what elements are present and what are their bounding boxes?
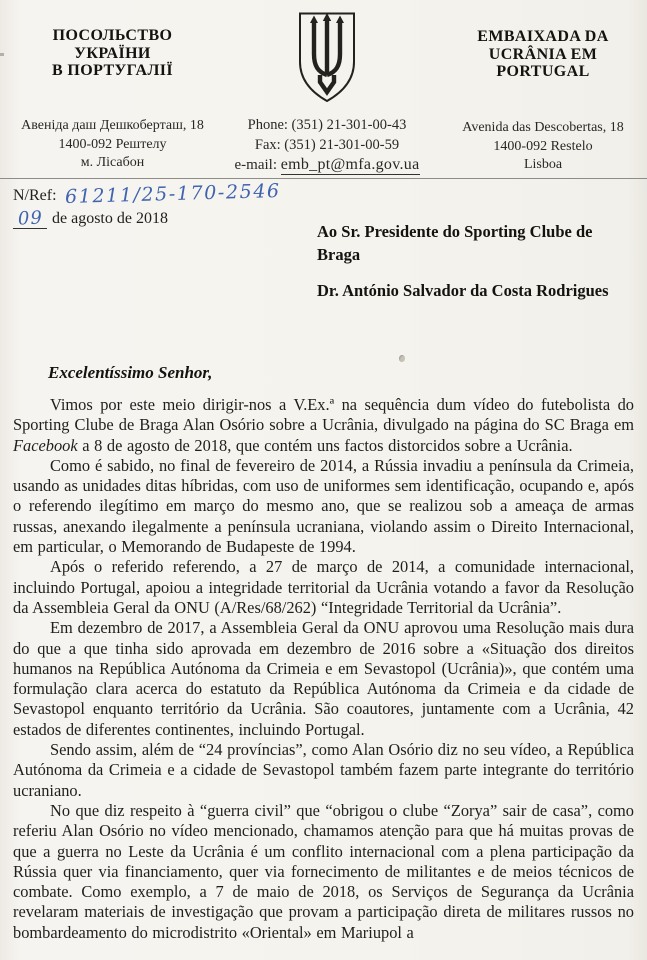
header-divider-line (0, 178, 647, 179)
embassy-name-portuguese-line: PORTUGAL (496, 63, 590, 80)
body-paragraph-2: Como é sabido, no final de fevereiro de 2014, a Rússia invadiu a península da Crimeia, usando as unidades ditas híbridas, com uso de uniformes sem identificação, ocupando e, após o referendo ilegítimo em março do mesmo ano, que se realizou sob a ameaça de armas russas, anexando ilegalmente a península ucraniana, violando assim o Direito Internacional, em particular, o Memorando de Budapeste de 1994. (13, 455, 634, 557)
letter-body (13, 395, 634, 943)
ukraine-trident-icon (296, 11, 358, 105)
body-paragraph-4: Em dezembro de 2017, a Assembleia Geral da ONU aprovou uma Resolução mais dura do que a que tinha sido aprovada em dezembro de 2016 sobre a «Situação dos direitos humanos na República Autónoma da Crimeia e em Sevastopol (Ucrânia)», que contém uma formulação clara acerca do estatuto da República Autónoma da Crimeia e da cidade de Sevastopol enquanto território da Ucrânia. São coautores, juntamente com a Ucrânia, 42 estados de diferentes continentes, incluindo Portugal. (13, 618, 634, 739)
address-line: м. Лісабон (80, 155, 145, 170)
address-line: 1400-092 Restelo (493, 138, 593, 154)
embassy-name-portuguese-line: EMBAIXADA DA (477, 28, 609, 45)
embassy-name-portuguese (443, 28, 643, 81)
contact-fax: Fax: (351) 21-301-00-59 (254, 136, 400, 153)
embassy-address-portuguese (443, 119, 643, 175)
contact-email-line (227, 155, 427, 176)
body-paragraph-1 (13, 395, 634, 456)
embassy-name-ukrainian-line: УКРАЇНИ (74, 44, 151, 62)
reference-label: N/Ref: (13, 187, 57, 204)
embassy-address-ukrainian (5, 117, 220, 173)
contact-block (227, 116, 427, 176)
address-line: Авеніда даш Дешкоберташ, 18 (21, 118, 204, 133)
salutation: Excelentíssimo Senhor, (48, 363, 213, 382)
contact-email: emb_pt@mfa.gov.ua (280, 156, 420, 173)
paragraph-text: Vimos por este meio dirigir-nos a V.Ex.ª na sequência dum vídeo do futebolista do Sporting Clube de Braga Alan Osório sobre a Ucrânia, divulgado na página do SC Braga em (13, 395, 634, 435)
embassy-name-ukrainian-line: ПОСОЛЬСТВО (52, 27, 173, 44)
date-day-handwritten: 09 (17, 207, 43, 230)
body-paragraph-6: No que diz respeito à “guerra civil” que “obrigou o clube “Zorya” sair de casa”, como referiu Alan Osório no vídeo mencionado, chamamos atenção para que há muitas provas de que a guerra no Leste da Ucrânia é um conflito internacional com a plena participação da Rússia quer via financiamento, quer via fornecimento de militantes e de meios técnicos de combate. Como exemplo, a 7 de maio de 2018, os Serviços de Segurança da Ucrânia revelaram materiais de investigação que provam a participação direta de militares russos no bombardeamento do microdistrito «Oriental» em Mariupol a (13, 800, 634, 942)
paragraph-text: a 8 de agosto de 2018, que contém uns factos distorcidos sobre a Ucrânia. (77, 435, 573, 455)
scan-speck (399, 355, 405, 362)
date-day-blank (13, 207, 47, 229)
address-line: Lisboa (523, 157, 563, 172)
embassy-name-ukrainian (5, 27, 220, 80)
contact-phone: Phone: (351) 21-301-00-43 (247, 117, 407, 133)
embassy-name-ukrainian-line: В ПОРТУГАЛІЇ (51, 62, 174, 79)
body-paragraph-3: Após o referido referendo, a 27 de março de 2014, a comunidade internacional, incluindo Portugal, apoiou a integridade territorial da Ucrânia votando a favor da Resolução da Assembleia Geral da ONU (A/Res/68/262) “Integridade Territorial da Ucrânia”. (13, 557, 634, 617)
date-line (13, 207, 280, 229)
facebook-italic-word: Facebook (13, 435, 78, 455)
addressee-person: Dr. António Salvador da Costa Rodrigues (317, 281, 609, 300)
addressee-block (317, 220, 635, 302)
embassy-name-portuguese-line: UCRÂNIA EM (488, 45, 598, 63)
contact-email-label: e-mail: (234, 157, 277, 173)
reference-number-handwritten: 61211/25-170-2546 (64, 179, 281, 209)
reference-block (13, 179, 281, 230)
addressee-title: Ao Sr. Presidente do Sporting Clube de Braga (317, 222, 593, 264)
address-line: Avenida das Descobertas, 18 (462, 120, 624, 135)
body-paragraph-5: Sendo assim, além de “24 províncias”, como Alan Osório diz no seu vídeo, a República Autónoma da Crimeia e a cidade de Sevastopol também fazem parte integrante do território ucraniano. (13, 740, 634, 800)
date-typed: de agosto de 2018 (52, 210, 168, 227)
reference-line (13, 179, 281, 209)
address-line: 1400-092 Рештелу (58, 136, 167, 152)
scan-edge-mark (0, 53, 4, 56)
